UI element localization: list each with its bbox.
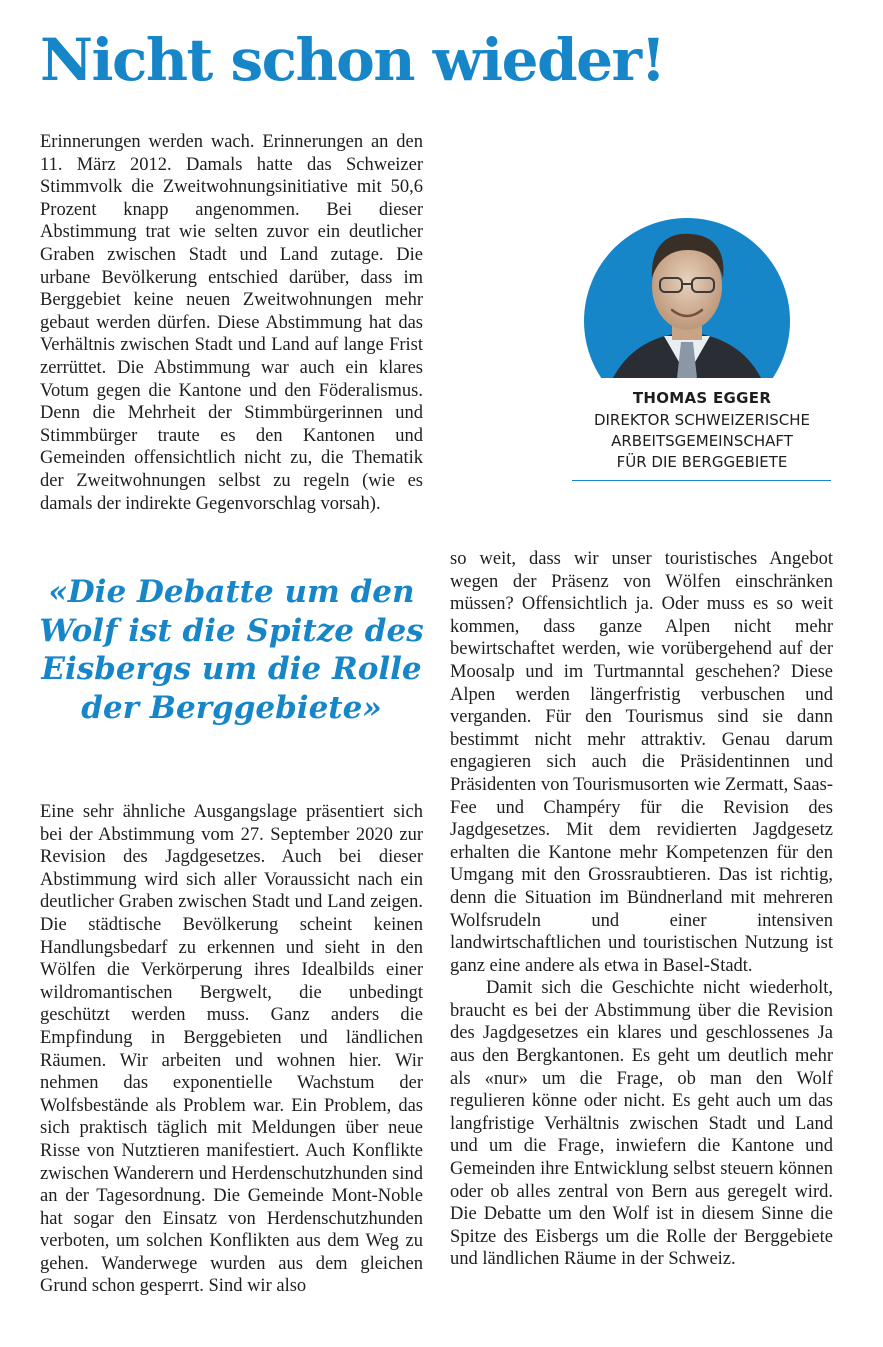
author-role-line: ARBEITSGEMEINSCHAFT — [611, 432, 793, 450]
body-column-left-top: Erinnerungen werden wach. Erinnerungen an den 11. März 2012. Damals hatte das Schweizer Stimmvolk die Zweitwohnungsinitiative mit 50,6 Prozent knapp angenommen. Bei dieser Abstimmung trat wie selten zuvor ein deutlicher Graben zwischen Stadt und Land zutage. Die urbane Bevölkerung entschied darüber, dass im Berggebiet keine neuen Zweitwohnungen mehr gebaut werden dürfen. Diese Abstimmung hat das Verhältnis zwischen Stadt und Land auf lange Frist zerrüttet. Die Abstimmung war auch ein klares Votum gegen die Kantone und den Föderalismus. Denn die Mehrheit der Stimmbürgerinnen und Stimmbürger traute es den Kantonen und Gemeinden offensichtlich nicht zu, die Thematik der Zweitwohnungen selbst zu regeln (wie es damals der indirekte Gegenvorschlag vorsah). — [40, 132, 423, 514]
author-role-line: DIREKTOR SCHWEIZERISCHE — [593, 411, 811, 429]
body-paragraph: so weit, dass wir unser touristisches Angebot wegen der Präsenz von Wölfen einschränken müssen? Offensichtlich ja. Oder muss es so weit kommen, dass ganze Alpen nicht mehr bewirtschaftet werden, wie vorübergehend auf der Moosalp und im Turtmanntal geschehen? Diese Alpen werden längerfristig verbuschen und verganden. Für den Tourismus sind sie dann bestimmt nicht mehr attraktiv. Genau darum engagieren sich auch die Präsidentinnen und Präsidenten von Tourismusorten wie Zermatt, Saas-Fee und Champéry für die Revision des Jagdgesetzes. Mit dem revidierten Jagdgesetz erhalten die Kantone mehr Kompetenzen für den Umgang mit den Grossraubtieren. Das ist richtig, denn die Situation im Bündnerland mit mehreren Wolfsrudeln und einer intensiven landwirtschaftlichen und touristischen Nutzung ist ganz eine andere als etwa in Basel-Stadt. — [450, 549, 833, 976]
author-portrait — [584, 218, 790, 378]
author-role-line: FÜR DIE BERGGEBIETE — [616, 453, 788, 471]
headline: Nicht schon wieder! — [40, 26, 665, 94]
pull-quote: «Die Debatte um den Wolf ist die Spitze des Eisbergs um die Rolle der Berggebiete» — [39, 574, 424, 726]
body-column-left-bottom: Eine sehr ähnliche Ausgangslage präsentiert sich bei der Abstimmung vom 27. September 2020 zur Revision des Jagdgesetzes. Auch bei dieser Abstimmung wird sich aller Voraussicht nach ein deutlicher Graben zwischen Stadt und Land zeigen. Die städtische Bevölkerung scheint keinen Handlungsbedarf zu erkennen und sieht in den Wölfen die Verkörperung ihres Idealbilds einer wildromantischen Bergwelt, die unbedingt geschützt werden muss. Ganz anders die Empfindung in Berggebieten und ländlichen Räumen. Wir arbeiten und wohnen hier. Wir nehmen das exponentielle Wachstum der Wolfsbestände als Problem war. Ein Problem, das sich praktisch täglich mit Meldungen über neue Risse von Nutztieren manifestiert. Auch Konflikte zwischen Wanderern und Herdenschutzhunden sind an der Tagesordnung. Die Gemeinde Mont-Noble hat sogar den Einsatz von Herdenschutzhunden verboten, um solchen Konflikten aus dem Weg zu gehen. Wanderwege wurden aus dem gleichen Grund schon gesperrt. Sind wir also — [40, 802, 423, 1297]
author-photo-icon — [584, 218, 790, 378]
author-role — [572, 410, 832, 473]
body-column-right — [450, 548, 833, 1271]
body-paragraph: Damit sich die Geschichte nicht wiederholt, braucht es bei der Abstimmung über die Revision des Jagdgesetzes ein klares und geschlossenes Ja aus den Bergkantonen. Es geht um deutlich mehr als «nur» um die Frage, ob man den Wolf regulieren könne oder nicht. Es geht auch um das langfristige Verhältnis zwischen Stadt und Land und um die Frage, inwiefern die Kantone und Gemeinden ihre Entwicklung selbst steuern können oder ob alles zentral von Bern aus geregelt wird. Die Debatte um den Wolf ist in diesem Sinne die Spitze des Eisbergs um die Rolle der Berggebiete und ländlichen Räume in der Schweiz. — [450, 978, 833, 1270]
author-name: THOMAS EGGER — [632, 389, 772, 407]
author-divider — [572, 480, 831, 481]
